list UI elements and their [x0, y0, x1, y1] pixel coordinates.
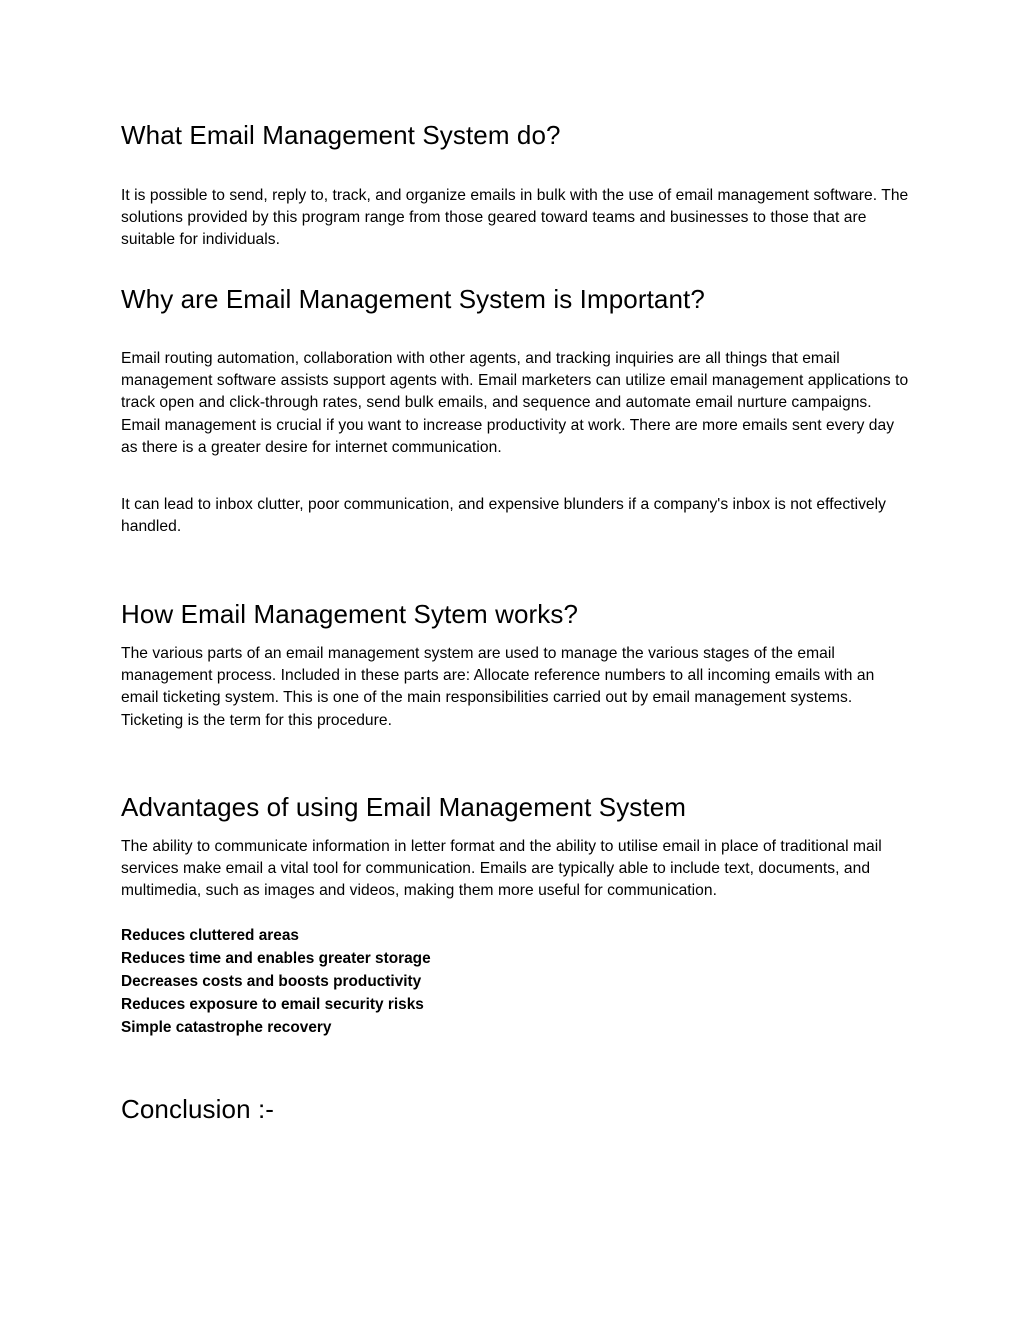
- advantages-list-item: Decreases costs and boosts productivity: [121, 973, 422, 990]
- paragraph-how-it-works: The various parts of an email management system are used to manage the various stages of the email management process. Included in these parts are: Allocate reference numbers to all incoming emails with an email ticketing system. This is one of the main responsibilities carried out by email management systems. Ticketing is the term for this procedure.: [121, 645, 875, 729]
- paragraph-why-important-2: It can lead to inbox clutter, poor communication, and expensive blunders if a company's inbox is not effectively handled.: [121, 496, 887, 536]
- advantages-list: [121, 924, 911, 1039]
- advantages-list-item: Simple catastrophe recovery: [121, 1019, 332, 1036]
- paragraph-what-email-management-system: It is possible to send, reply to, track, and organize emails in bulk with the use of email management software. The solutions provided by this program range from those geared toward teams and businesses to those that are suitable for individuals.: [121, 187, 909, 249]
- heading-how-it-works: How Email Management Sytem works?: [121, 599, 579, 629]
- heading-conclusion: Conclusion :-: [121, 1094, 275, 1124]
- advantages-list-item: Reduces cluttered areas: [121, 927, 299, 944]
- advantages-list-item: Reduces time and enables greater storage: [121, 950, 431, 967]
- heading-what-email-management-system: What Email Management System do?: [121, 120, 561, 150]
- advantages-list-item: Reduces exposure to email security risks: [121, 996, 424, 1013]
- paragraph-advantages: The ability to communicate information in letter format and the ability to utilise email in place of traditional mail services make email a vital tool for communication. Emails are typically able to include text, documents, and multimedia, such as images and videos, making them more useful for communication.: [121, 838, 882, 900]
- heading-advantages: Advantages of using Email Management System: [121, 792, 687, 822]
- heading-why-important: Why are Email Management System is Important?: [121, 284, 705, 314]
- paragraph-why-important-1: Email routing automation, collaboration with other agents, and tracking inquiries are all things that email management software assists support agents with. Email marketers can utilize email management applications to track open and click-through rates, send bulk emails, and sequence and automate email nurture campaigns. Email management is crucial if you want to increase productivity at work. There are more emails sent every day as there is a greater desire for internet communication.: [121, 350, 909, 456]
